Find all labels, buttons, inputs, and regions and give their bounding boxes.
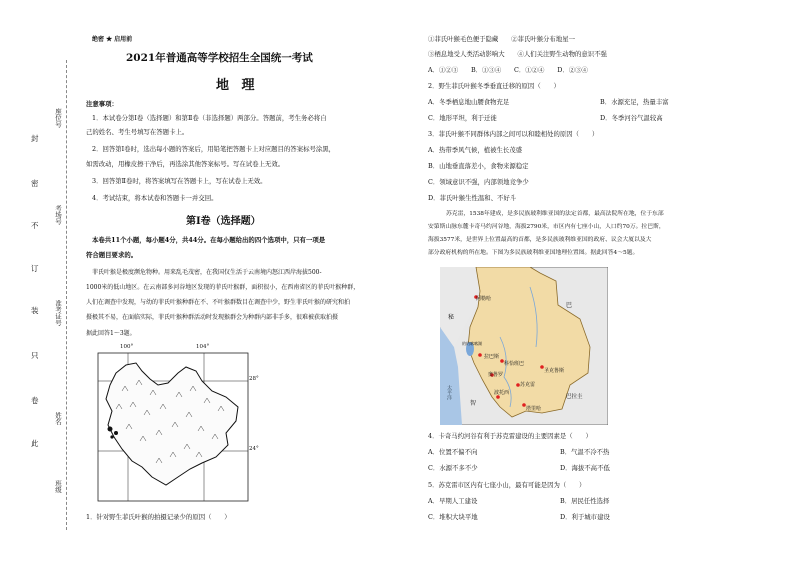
q2-option-c: C．地形平坦，利于迁徙: [428, 114, 497, 122]
q5-option-b: B．居民任性选择: [560, 497, 610, 505]
q1-options: ①菲氏叶猴毛色便于隐藏 ②菲氏叶猴分布地星一: [428, 35, 575, 43]
binder-char: 装: [31, 306, 39, 315]
passage-line: 菲氏叶猴是极度濒危物种。用来乱毛茂密，在我国仅生活于云南境内怒江西岸海拔500-: [92, 269, 322, 276]
note-line: 2．回答第Ⅰ卷时，选出每小题的答案后，用铅笔把答题卡上对应题目的答案标号涂黑，: [92, 145, 336, 153]
binder-char: 此: [31, 439, 39, 448]
map2-label: 科恰班巴: [504, 361, 525, 367]
note-line: 己的姓名、考生号填写在答题卡上。: [86, 128, 189, 136]
q5-option-d: D．利于城市建设: [560, 513, 610, 521]
q4-option-a: A．位置不偏不向: [428, 448, 478, 456]
passage-line: 1000米的低山地区。在云南部多河谷地区发现的菲氏叶猴群，面积很小，在西南省区的菲氏叶猴种群，: [86, 284, 360, 291]
map2-label: 阿勒哈: [476, 296, 492, 302]
passage2-line: 安第斯山脉东麓卡奇马约河谷地，海拔2790米，市区内有七座小山，人口约70万。拉巴斯，: [428, 224, 665, 230]
map2-label: 奥鲁罗: [488, 372, 504, 378]
exam-room-label: 考场号: [54, 205, 62, 225]
passage2-line: 部分政府机构的所在地。下图为多民族玻利维亚国地理位置图。据此回答4～5题。: [428, 250, 639, 256]
map2-label: 智: [470, 400, 477, 407]
notes-heading: 注意事项：: [86, 100, 118, 108]
q1-options: ③栖息地受人类活动影响大 ④人们关注野生动物的意识不强: [428, 50, 607, 58]
exam-title: 2021年普通高等学校招生全国统一考试: [126, 52, 313, 64]
note-line: 1．本试卷分第Ⅰ卷（选择题）和第Ⅱ卷（非选择题）两部分。答题前，考生务必将自: [92, 114, 327, 122]
map2-label: 圣克鲁斯: [544, 368, 565, 374]
q3-option-b: B．山地垂直落差小，食物来源稳定: [428, 162, 529, 170]
map2-label: 波托西: [494, 390, 510, 396]
q5-stem: 5．苏克雷市区内有七座小山，最有可能是因为（ ）: [428, 481, 586, 489]
map2-label: 巴拉圭: [566, 394, 583, 400]
map2-label: 拉巴斯: [484, 354, 500, 360]
q4-option-c: C．水源不多不少: [428, 464, 478, 472]
q5-option-c: C．堆积大块平地: [428, 513, 478, 521]
binding-line: [66, 60, 67, 530]
map2-label: 塔里哈: [526, 406, 542, 412]
lon-left-label: 100°: [120, 344, 134, 350]
question-1-stem: 1．针对野生菲氏叶猴的拍摄记录少的原因（ ）: [86, 513, 231, 521]
q3-stem: 3．菲氏叶猴不同群体内部之间可以和睦相处的原因（ ）: [428, 130, 599, 138]
binder-strip: [0, 0, 70, 562]
section-intro: 符合题目要求的。: [86, 251, 138, 259]
q5-option-a: A．早期人工建设: [428, 497, 478, 505]
q2-stem: 2．野生菲氏叶猴冬季垂直迁移的原因（ ）: [428, 82, 560, 90]
q4-option-d: D．海拔不高不低: [560, 464, 610, 472]
passage-line: 据此回答1～3题。: [86, 330, 136, 337]
map2-label: 的的喀喀湖: [462, 341, 482, 346]
q2-option-d: D．冬季河谷气温较高: [600, 114, 663, 122]
lat-bottom-label: 24°: [249, 446, 259, 452]
q3-option-c: C．领域意识不强，内部领地竞争少: [428, 178, 529, 186]
q2-option-b: B．水源充足，热量丰富: [600, 98, 669, 106]
q2-option-a: A．冬季栖息地山腰食物充足: [428, 98, 510, 106]
yunnan-map: [86, 344, 259, 505]
binder-char: 只: [31, 351, 39, 360]
name-label: 姓名: [54, 412, 62, 425]
bolivia-map: [440, 267, 608, 425]
section-intro: 本卷共11个小题，每小题4分，共44分。在每小题给出的四个选项中，只有一项是: [92, 236, 326, 244]
note-line: 4．考试结束，将本试卷和答题卡一并交回。: [92, 194, 218, 202]
map2-label: 巴: [566, 302, 573, 309]
map2-label: 苏克雷: [520, 382, 536, 388]
binder-char: 封: [31, 134, 39, 143]
lon-right-label: 104°: [196, 344, 210, 350]
q4-option-b: B．气温不冷不热: [560, 448, 610, 456]
map2-label: 秘: [448, 314, 455, 321]
subject-title: 地 理: [216, 78, 259, 93]
note-line: 如需改动，用橡皮擦干净后，再选涂其他答案标号。写在试卷上无效。: [86, 160, 285, 168]
note-line: 3．回答第Ⅱ卷时，将答案填写在答题卡上，写在试卷上无效。: [92, 177, 267, 185]
binder-char: 密: [31, 179, 39, 188]
lat-top-label: 28°: [249, 376, 259, 382]
binder-char: 卷: [31, 396, 39, 405]
binder-char: 不: [31, 221, 39, 230]
passage-line: 摄极其不易，在面临实际，菲氏叶猴种群活动时发现猴群会为种群内部非手多，很难被获取拍摄: [86, 314, 339, 321]
admission-number-label: 准考证号: [54, 300, 62, 326]
q3-option-a: A．热带季风气候，植被生长茂盛: [428, 146, 523, 154]
binder-char: 订: [31, 264, 39, 273]
seat-number-label: 座位号: [54, 108, 62, 128]
q1-choices: A．①②③ B．①③④ C．①②④ D．②③④: [428, 66, 588, 74]
passage2-line: 苏克雷，1538年建成，是多民族玻利维亚国的法定首都，最高法院所在地，位于东部: [446, 211, 664, 217]
class-label: 班级: [54, 480, 62, 493]
passage-line: 人们在调查中发现，与幼的菲氏叶猴种群在不、不叶猴群数目在调查中少，野生菲氏叶猴的研究和拍: [86, 299, 351, 306]
q4-stem: 4．卡奇马约河谷有利于苏克雷建设的主要因素是（ ）: [428, 432, 592, 440]
q3-option-d: D．菲氏叶猴生性温和、不好斗: [428, 194, 517, 202]
secret-label: 绝密 ★ 启用前: [92, 36, 133, 43]
section-title: 第Ⅰ卷（选择题）: [186, 216, 261, 227]
map2-ocean-label: 太平洋: [446, 385, 452, 400]
passage2-line: 海拔3577米，是世界上位置最高的首都，是多民族玻利维亚国的政府、议会大厦以及大: [428, 237, 652, 243]
